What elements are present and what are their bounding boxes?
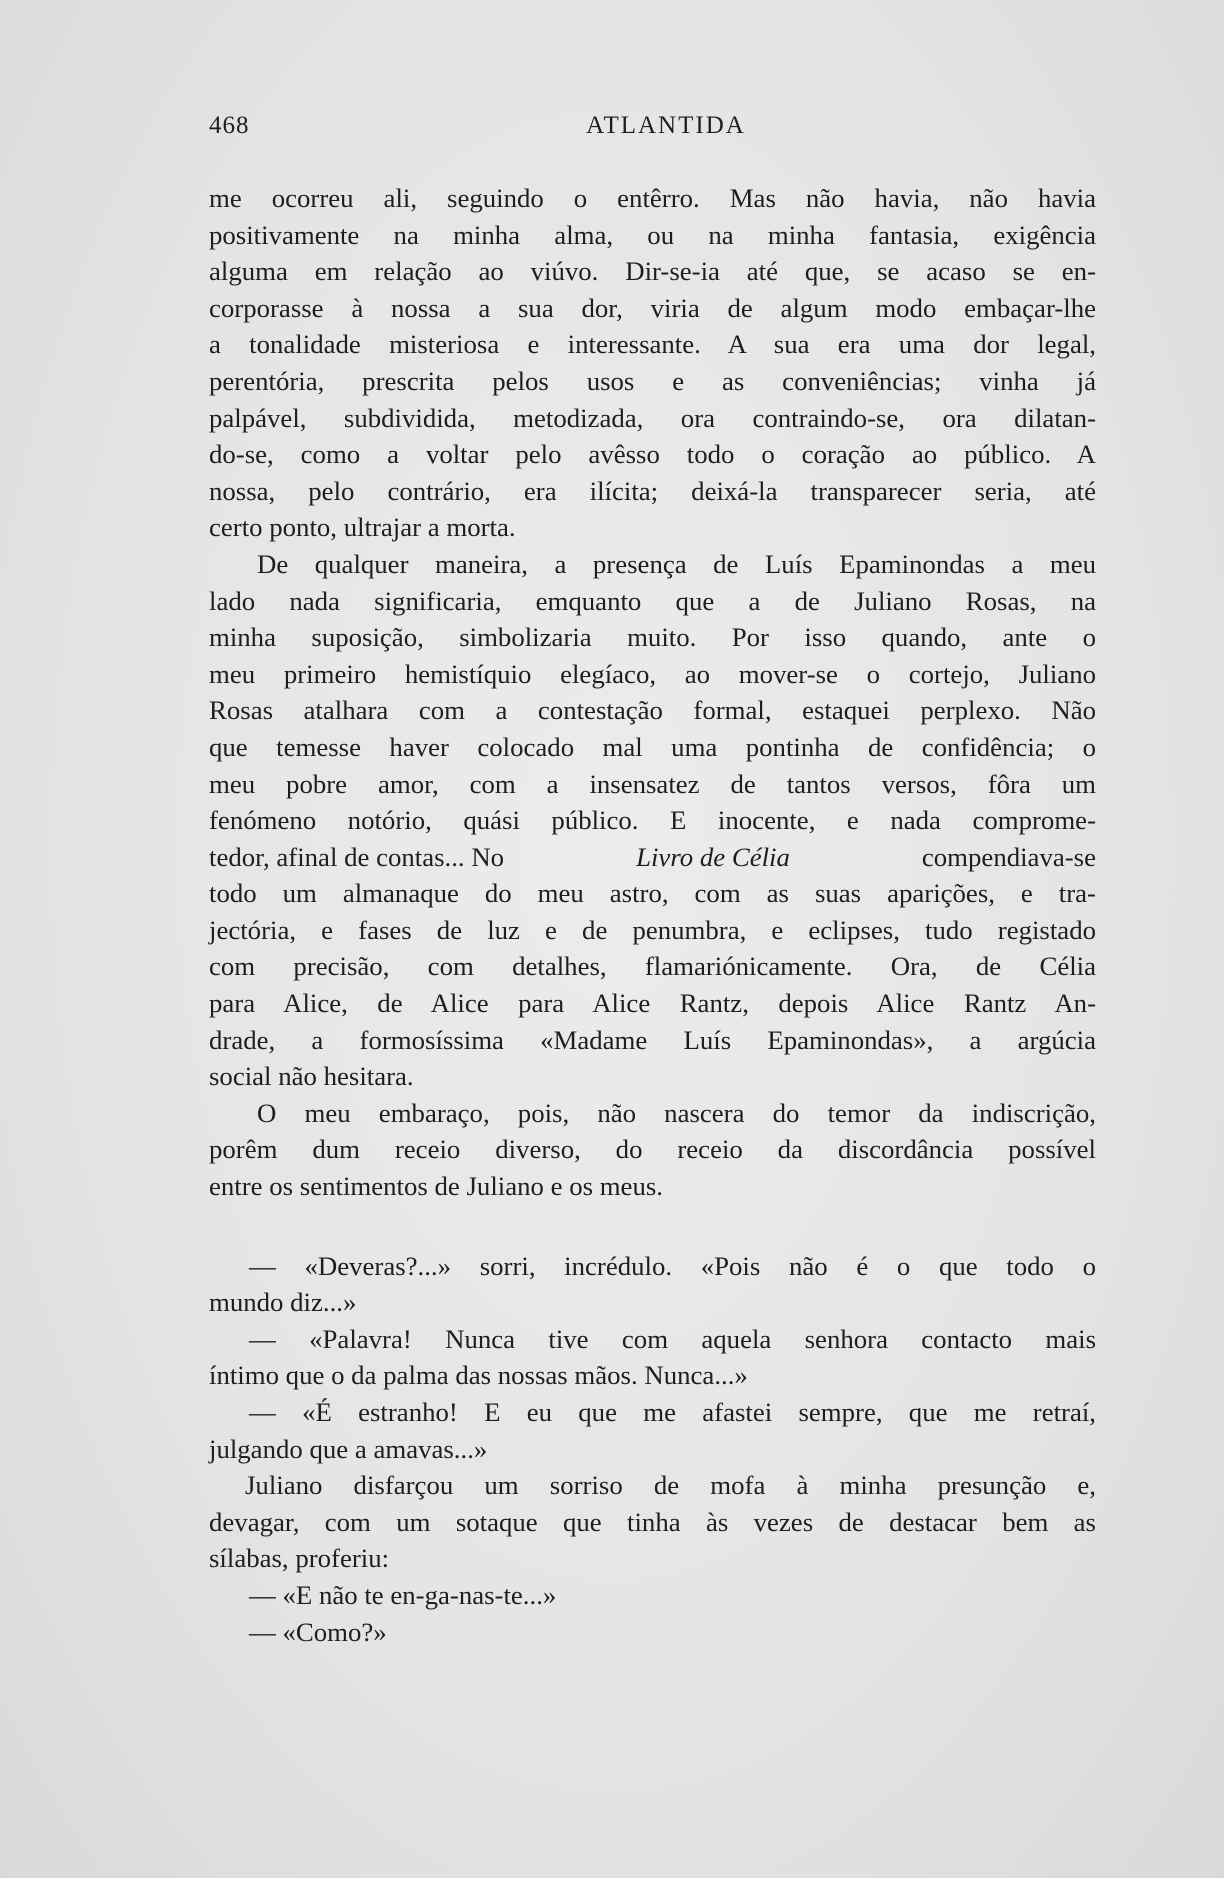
text-line: entre os sentimentos de Juliano e os meus. bbox=[209, 1171, 663, 1202]
text-line: alguma em relação ao viúvo. Dir-se-ia até que, se acaso se en- bbox=[209, 256, 1096, 287]
text-line: Rosas atalhara com a contestação formal, estaquei perplexo. Não bbox=[209, 695, 1096, 726]
text-line-head: tedor, afinal de contas... No bbox=[209, 841, 505, 872]
text-line: com precisão, com detalhes, flamariónicamente. Ora, de Célia bbox=[209, 951, 1096, 982]
text-line: De qualquer maneira, a presença de Luís Epaminondas a meu bbox=[257, 548, 1096, 579]
text-line: perentória, prescrita pelos usos e as conveniências; vinha já bbox=[209, 365, 1096, 396]
text-line: me ocorreu ali, seguindo o entêrro. Mas não havia, não havia bbox=[209, 183, 1096, 213]
page-number: 468 bbox=[209, 112, 250, 139]
text-line: lado nada significaria, emquanto que a de Juliano Rosas, na bbox=[209, 585, 1096, 616]
text-line: — «E não te en-ga-nas-te...» bbox=[249, 1579, 557, 1610]
text-line: nossa, pelo contrário, era ilícita; deixá-la transparecer seria, até bbox=[209, 475, 1096, 506]
text-line: todo um almanaque do meu astro, com as suas aparições, e tra- bbox=[209, 878, 1096, 909]
text-line: devagar, com um sotaque que tinha às vezes de destacar bem as bbox=[209, 1506, 1096, 1537]
text-line: julgando que a amavas...» bbox=[209, 1433, 488, 1464]
text-line: O meu embaraço, pois, não nascera do temor da indiscrição, bbox=[257, 1097, 1096, 1128]
text-line: meu pobre amor, com a insensatez de tantos versos, fôra um bbox=[209, 768, 1096, 799]
text-line: a tonalidade misteriosa e interessante. A sua era uma dor legal, bbox=[209, 329, 1096, 360]
text-line: que temesse haver colocado mal uma pontinha de confidência; o bbox=[209, 731, 1096, 762]
running-title: ATLANTIDA bbox=[586, 112, 746, 139]
text-line bbox=[209, 839, 1096, 876]
text-line: — «É estranho! E eu que me afastei sempre, que me retraí, bbox=[249, 1397, 1096, 1427]
text-line: positivamente na minha alma, ou na minha fantasia, exigência bbox=[209, 219, 1096, 250]
text-line: para Alice, de Alice para Alice Rantz, depois Alice Rantz An- bbox=[209, 988, 1096, 1019]
text-line: mundo diz...» bbox=[209, 1287, 357, 1318]
text-line: certo ponto, ultrajar a morta. bbox=[209, 512, 516, 543]
text-line: — «Palavra! Nunca tive com aquela senhora contacto mais bbox=[249, 1323, 1096, 1354]
text-line: íntimo que o da palma das nossas mãos. Nunca...» bbox=[209, 1360, 748, 1391]
text-line: jectória, e fases de luz e de penumbra, e eclipses, tudo registado bbox=[209, 914, 1096, 945]
text-line-tail: compendiava-se bbox=[921, 841, 1096, 872]
page-header bbox=[209, 112, 1103, 148]
paragraph-gap bbox=[209, 1205, 1096, 1248]
text-line: minha suposição, simbolizaria muito. Por isso quando, ante o bbox=[209, 622, 1096, 653]
text-line: Juliano disfarçou um sorriso de mofa à minha presunção e, bbox=[245, 1470, 1096, 1501]
text-line: do-se, como a voltar pelo avêsso todo o coração ao público. A bbox=[209, 439, 1096, 470]
text-line: porêm dum receio diverso, do receio da discordância possível bbox=[209, 1134, 1096, 1165]
body-text bbox=[209, 180, 1096, 1650]
text-line: — «Como?» bbox=[249, 1616, 387, 1647]
text-line: meu primeiro hemistíquio elegíaco, ao mover-se o cortejo, Juliano bbox=[209, 658, 1096, 689]
book-title: Livro de Célia bbox=[636, 841, 790, 872]
text-line: social não hesitara. bbox=[209, 1061, 414, 1092]
text-line: palpável, subdividida, metodizada, ora contraindo-se, ora dilatan- bbox=[209, 402, 1096, 433]
text-line: fenómeno notório, quási público. E inocente, e nada comprome- bbox=[209, 805, 1096, 836]
text-line: corporasse à nossa a sua dor, viria de algum modo embaçar-lhe bbox=[209, 292, 1096, 323]
text-line: drade, a formosíssima «Madame Luís Epaminondas», a argúcia bbox=[209, 1024, 1096, 1055]
text-line: — «Deveras?...» sorri, incrédulo. «Pois não é o que todo o bbox=[249, 1250, 1096, 1281]
text-line: sílabas, proferiu: bbox=[209, 1543, 390, 1574]
